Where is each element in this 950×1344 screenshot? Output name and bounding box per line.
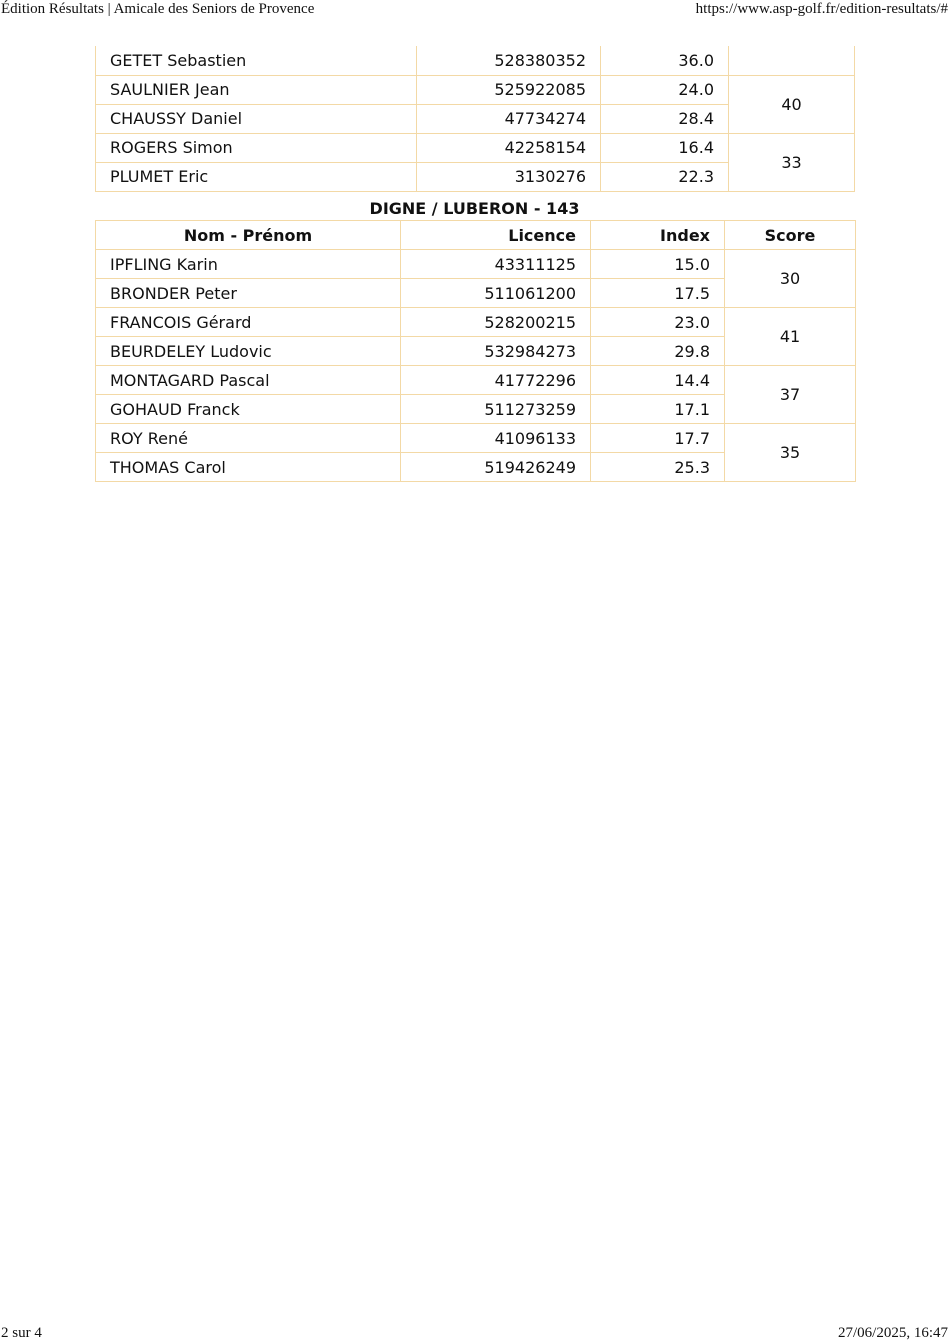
player-index: 17.7 <box>591 424 725 453</box>
team-score <box>729 46 855 75</box>
table-row <box>96 424 856 453</box>
results-table-digne-luberon <box>95 220 856 482</box>
player-index: 22.3 <box>601 162 729 191</box>
team-score: 33 <box>729 133 855 191</box>
team-score: 40 <box>729 75 855 133</box>
player-index: 17.5 <box>591 279 725 308</box>
player-name: BRONDER Peter <box>96 279 401 308</box>
player-index: 15.0 <box>591 250 725 279</box>
table-row <box>96 366 856 395</box>
player-licence: 42258154 <box>417 133 601 162</box>
player-name: IPFLING Karin <box>96 250 401 279</box>
column-header-name: Nom - Prénom <box>96 221 401 250</box>
table-row <box>96 46 855 75</box>
column-header-index: Index <box>591 221 725 250</box>
player-name: PLUMET Eric <box>96 162 417 191</box>
team-score: 41 <box>725 308 856 366</box>
player-licence: 511273259 <box>401 395 591 424</box>
player-licence: 43311125 <box>401 250 591 279</box>
team-score: 30 <box>725 250 856 308</box>
player-name: GOHAUD Franck <box>96 395 401 424</box>
player-licence: 41096133 <box>401 424 591 453</box>
table-row <box>96 250 856 279</box>
player-name: FRANCOIS Gérard <box>96 308 401 337</box>
player-name: ROY René <box>96 424 401 453</box>
page-title: Édition Résultats | Amicale des Seniors de Provence <box>1 1 315 17</box>
player-licence: 41772296 <box>401 366 591 395</box>
player-index: 24.0 <box>601 75 729 104</box>
player-licence: 532984273 <box>401 337 591 366</box>
player-index: 28.4 <box>601 104 729 133</box>
player-licence: 47734274 <box>417 104 601 133</box>
player-index: 16.4 <box>601 133 729 162</box>
player-name: MONTAGARD Pascal <box>96 366 401 395</box>
player-name: GETET Sebastien <box>96 46 417 75</box>
player-licence: 528380352 <box>417 46 601 75</box>
team-score: 37 <box>725 366 856 424</box>
column-header-licence: Licence <box>401 221 591 250</box>
player-name: SAULNIER Jean <box>96 75 417 104</box>
player-licence: 528200215 <box>401 308 591 337</box>
player-name: ROGERS Simon <box>96 133 417 162</box>
player-licence: 511061200 <box>401 279 591 308</box>
player-licence: 525922085 <box>417 75 601 104</box>
player-name: BEURDELEY Ludovic <box>96 337 401 366</box>
player-index: 17.1 <box>591 395 725 424</box>
page-url: https://www.asp-golf.fr/edition-resultats/# <box>695 1 948 17</box>
print-header <box>0 0 950 20</box>
player-index: 36.0 <box>601 46 729 75</box>
column-header-score: Score <box>725 221 856 250</box>
player-index: 14.4 <box>591 366 725 395</box>
player-name: CHAUSSY Daniel <box>96 104 417 133</box>
page-number: 2 sur 4 <box>1 1325 42 1341</box>
results-table-previous-group <box>95 46 855 192</box>
table-header-row <box>96 221 856 250</box>
print-datetime: 27/06/2025, 16:47 <box>837 1325 948 1341</box>
player-name: THOMAS Carol <box>96 453 401 482</box>
player-index: 25.3 <box>591 453 725 482</box>
team-score: 35 <box>725 424 856 482</box>
table-row <box>96 308 856 337</box>
print-footer <box>0 1324 950 1344</box>
table-row <box>96 133 855 162</box>
player-licence: 3130276 <box>417 162 601 191</box>
player-index: 23.0 <box>591 308 725 337</box>
player-licence: 519426249 <box>401 453 591 482</box>
group-title: DIGNE / LUBERON - 143 <box>369 199 580 218</box>
table-row <box>96 75 855 104</box>
player-index: 29.8 <box>591 337 725 366</box>
